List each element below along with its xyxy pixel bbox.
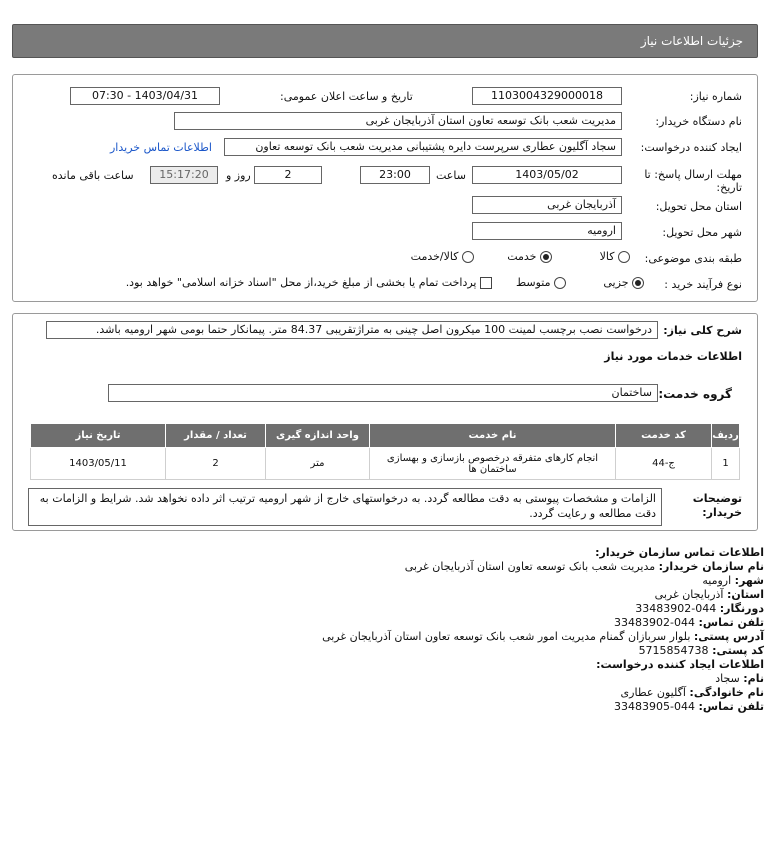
table-row xyxy=(31,448,740,480)
contact-org-line: نام سازمان خریدار: مدیریت شعب بانک توسعه تعاون استان آذربایجان غربی xyxy=(404,560,764,573)
province-field: آذربایجان غربی xyxy=(472,196,622,214)
city-field: ارومیه xyxy=(472,222,622,240)
contact-province-line: استان: آذربایجان غربی xyxy=(654,588,764,601)
remaining-time-field: 15:17:20 xyxy=(150,166,218,184)
contact-title: اطلاعات تماس سازمان خریدار: xyxy=(595,546,764,559)
creator-phone-line: تلفن تماس: 044-33483905 xyxy=(614,700,764,713)
process-option-medium[interactable]: متوسط xyxy=(516,276,566,289)
cell-code: ج-44 xyxy=(616,448,712,480)
days-label: روز و xyxy=(226,169,251,182)
contact-phone-line: تلفن تماس: 044-33483902 xyxy=(614,616,764,629)
radio-icon[interactable] xyxy=(618,251,630,263)
creator-title: اطلاعات ایجاد کننده درخواست: xyxy=(596,658,764,671)
province-label: استان محل تحویل: xyxy=(655,200,742,213)
deadline-date-field: 1403/05/02 xyxy=(472,166,622,184)
category-label: طبقه بندی موضوعی: xyxy=(644,252,742,265)
deadline-time-label: ساعت xyxy=(436,169,466,182)
cell-name: انجام کارهای متفرقه درخصوص بازسازی و بهسازی ساختمان ها xyxy=(370,448,616,480)
cell-qty: 2 xyxy=(166,448,266,480)
buyer-notes-label: توضیحات خریدار: xyxy=(692,492,742,519)
radio-selected-icon[interactable] xyxy=(540,251,552,263)
page-header xyxy=(12,24,758,58)
category-option-goods-service[interactable]: کالا/خدمت xyxy=(411,250,474,263)
remaining-label: ساعت باقی مانده xyxy=(52,169,134,182)
radio-selected-icon[interactable] xyxy=(632,277,644,289)
cell-date: 1403/05/11 xyxy=(31,448,166,480)
radio-icon[interactable] xyxy=(462,251,474,263)
service-group-label: گروه خدمت: xyxy=(658,387,732,401)
need-number-field: 1103004329000018 xyxy=(472,87,622,105)
contact-city-line: شهر: ارومیه xyxy=(702,574,764,587)
creator-name-line: نام: سجاد xyxy=(715,672,764,685)
city-label: شهر محل تحویل: xyxy=(662,226,742,239)
table-header-row xyxy=(31,424,740,448)
creator-family-line: نام خانوادگی: آگلیون عطاری xyxy=(620,686,764,699)
col-date: تاریخ نیاز xyxy=(31,424,166,448)
announce-label: تاریخ و ساعت اعلان عمومی: xyxy=(280,90,413,103)
buyer-org-field: مدیریت شعب بانک توسعه تعاون استان آذربایجان غربی xyxy=(174,112,622,130)
services-table xyxy=(30,423,740,480)
deadline-time-field: 23:00 xyxy=(360,166,430,184)
service-group-field: ساختمان xyxy=(108,384,658,402)
summary-label: شرح کلی نیاز: xyxy=(663,324,742,337)
category-option-goods[interactable]: کالا xyxy=(600,250,630,263)
col-qty: تعداد / مقدار xyxy=(166,424,266,448)
col-unit: واحد اندازه گیری xyxy=(266,424,370,448)
page-title: جزئیات اطلاعات نیاز xyxy=(640,34,743,48)
col-code: کد خدمت xyxy=(616,424,712,448)
buyer-contact-link[interactable]: اطلاعات تماس خریدار xyxy=(110,141,212,154)
checkbox-icon[interactable] xyxy=(480,277,492,289)
category-option-service[interactable]: خدمت xyxy=(507,250,552,263)
contact-fax-line: دورنگار: 044-33483902 xyxy=(635,602,764,615)
payment-option[interactable]: پرداخت تمام یا بخشی از مبلغ خرید،از محل "اسناد خزانه اسلامی" خواهد بود. xyxy=(126,276,492,289)
contact-postal-line: کد پستی: 5715854738 xyxy=(638,644,764,657)
cell-row: 1 xyxy=(712,448,740,480)
process-option-partial[interactable]: جزیی xyxy=(603,276,644,289)
days-field: 2 xyxy=(254,166,322,184)
col-row: ردیف xyxy=(712,424,740,448)
col-name: نام خدمت xyxy=(370,424,616,448)
cell-unit: متر xyxy=(266,448,370,480)
deadline-label: مهلت ارسال پاسخ: تا تاریخ: xyxy=(644,168,742,194)
buyer-org-label: نام دستگاه خریدار: xyxy=(655,115,742,128)
process-label: نوع فرآیند خرید : xyxy=(664,278,742,291)
requester-field: سجاد آگلیون عطاری سرپرست دایره پشتیبانی مدیریت شعب بانک توسعه تعاون xyxy=(224,138,622,156)
contact-address-line: آدرس پستی: بلوار سربازان گمنام مدیریت امور شعب بانک توسعه تعاون استان آذربایجان غربی xyxy=(322,630,764,643)
summary-field: درخواست نصب برچسب لمینت 100 میکرون اصل چینی به متراژتقریبی 84.37 متر. پیمانکار حتما بومی شهر ارومیه باشد. xyxy=(46,321,658,339)
requester-label: ایجاد کننده درخواست: xyxy=(640,141,742,154)
need-number-label: شماره نیاز: xyxy=(689,90,742,103)
buyer-notes-field: الزامات و مشخصات پیوستی به دقت مطالعه گردد. به درخواستهای خارج از شهر ارومیه ترتیب اثر داده نخواهد شد. شرایط و الزامات به دقت مطالعه و رعایت گردد. xyxy=(28,488,662,526)
announce-field: 1403/04/31 - 07:30 xyxy=(70,87,220,105)
radio-icon[interactable] xyxy=(554,277,566,289)
services-title: اطلاعات خدمات مورد نیاز xyxy=(604,350,742,363)
